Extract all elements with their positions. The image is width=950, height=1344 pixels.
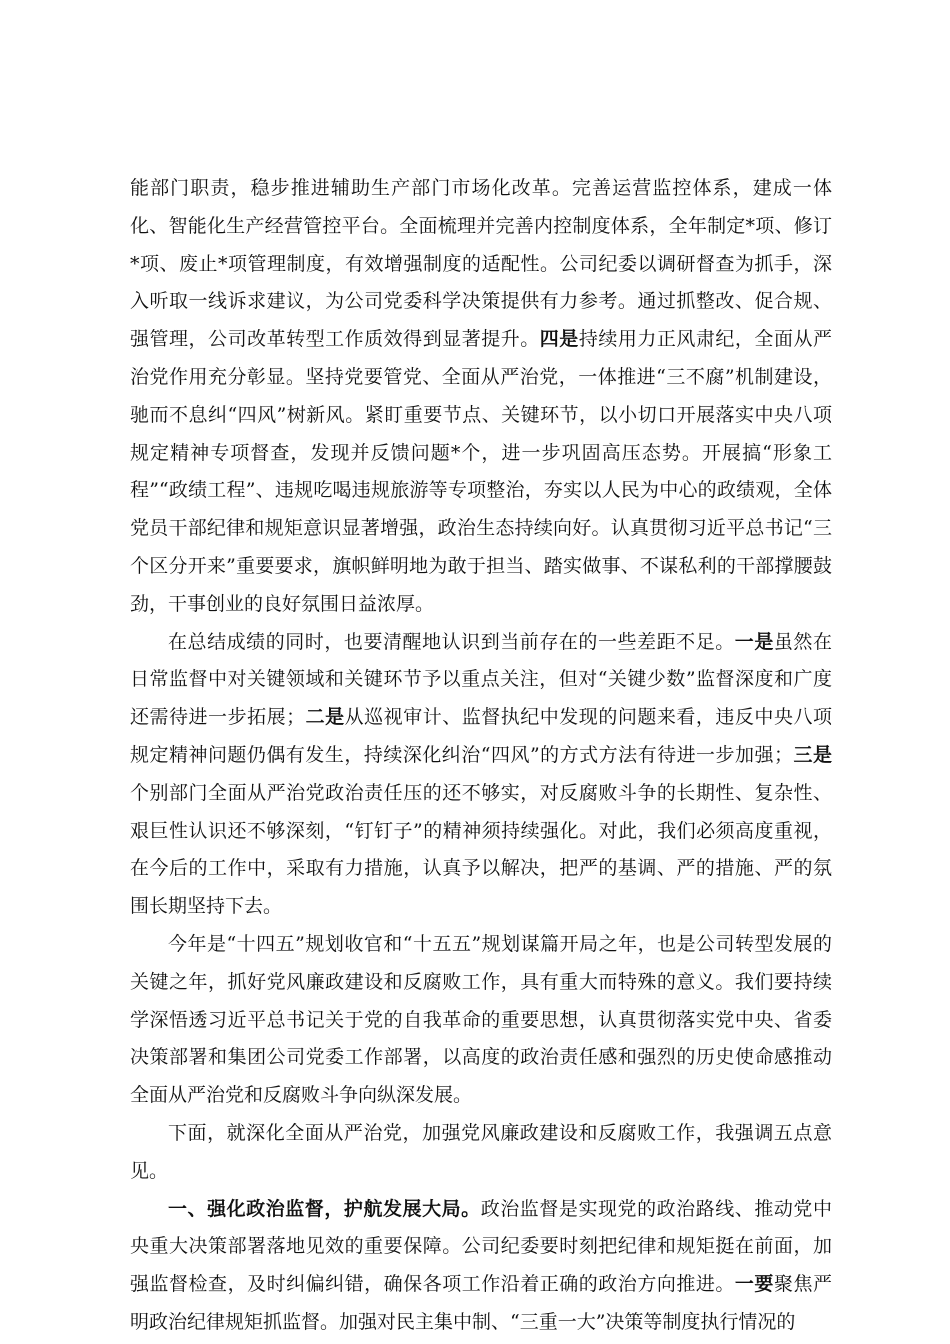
paragraph-1 [130, 170, 832, 624]
emphasis-segment: 二是 [305, 706, 345, 729]
text-segment: 个别部门全面从严治党政治责任压的还不够实，对反腐败斗争的长期性、复杂性、艰巨性认识还不够深刻，“钉钉子”的精神须持续强化。对此，我们必须高度重视，在今后的工作中，采取有力措施，认真予以解决，把严的基调、严的措施、严的氛围长期坚持下去。 [130, 781, 832, 918]
text-segment: 下面，就深化全面从严治党，加强党风廉政建设和反腐败工作，我强调五点意见。 [130, 1121, 832, 1182]
section-heading: 一、强化政治监督，护航发展大局。 [168, 1197, 481, 1220]
text-segment: 虽然在日常监督中对关键领域和关键环节予以重点关注，但对“关键少数”监督深度和广度还需待进一步拓展； [130, 630, 832, 729]
text-segment: 持续用力正风肃纪，全面从严治党作用充分彰显。坚持党要管党、全面从严治党，一体推进“三不腐”机制建设，驰而不息纠“四风”树新风。紧盯重要节点、关键环节，以小切口开展落实中央八项规定精神专项督查，发现并反馈问题*个，进一步巩固高压态势。开展搞“形象工程”“政绩工程”、违规吃喝违规旅游等专项整治，夯实以人民为中心的政绩观，全体党员干部纪律和规矩意识显著增强，政治生态持续向好。认真贯彻习近平总书记“三个区分开来”重要要求，旗帜鲜明地为敢于担当、踏实做事、不谋私利的干部撑腰鼓劲，干事创业的良好氛围日益浓厚。 [130, 328, 832, 615]
text-segment: 在总结成绩的同时，也要清醒地认识到当前存在的一些差距不足。 [168, 630, 735, 653]
text-segment: 聚焦严明政治纪律规矩抓监督。加强对民主集中制、“三重一大”决策等制度执行情况的 [130, 1273, 832, 1333]
paragraph-2 [130, 624, 832, 926]
emphasis-segment: 一要 [734, 1273, 774, 1296]
emphasis-segment: 四是 [539, 328, 579, 351]
text-segment: 今年是“十四五”规划收官和“十五五”规划谋篇开局之年，也是公司转型发展的关键之年，抓好党风廉政建设和反腐败工作，具有重大而特殊的意义。我们要持续学深悟透习近平总书记关于党的自我革命的重要思想，认真贯彻落实党中央、省委决策部署和集团公司党委工作部署，以高度的政治责任感和强烈的历史使命感推动全面从严治党和反腐败斗争向纵深发展。 [130, 932, 832, 1107]
text-segment: 政治监督是实现党的政治路线、推动党中央重大决策部署落地见效的重要保障。公司纪委要时刻把纪律和规矩挺在前面，加强监督检查，及时纠偏纠错，确保各项工作沿着正确的政治方向推进。 [130, 1197, 832, 1296]
text-segment: 能部门职责，稳步推进辅助生产部门市场化改革。完善运营监控体系，建成一体化、智能化生产经营管控平台。全面梳理并完善内控制度体系，全年制定*项、修订*项、废止*项管理制度，有效增强制度的适配性。公司纪委以调研督查为抓手，深入听取一线诉求建议，为公司党委科学决策提供有力参考。通过抓整改、促合规、强管理，公司改革转型工作质效得到显著提升。 [130, 177, 832, 351]
paragraph-5 [130, 1191, 832, 1342]
emphasis-segment: 一是 [734, 630, 774, 653]
paragraph-4 [130, 1115, 832, 1191]
emphasis-segment: 三是 [793, 743, 832, 766]
paragraph-3 [130, 926, 832, 1115]
text-segment: 从巡视审计、监督执纪中发现的问题来看，违反中央八项规定精神问题仍偶有发生，持续深化纠治“四风”的方式方法有待进一步加强； [130, 706, 832, 766]
document-page [130, 170, 832, 1342]
